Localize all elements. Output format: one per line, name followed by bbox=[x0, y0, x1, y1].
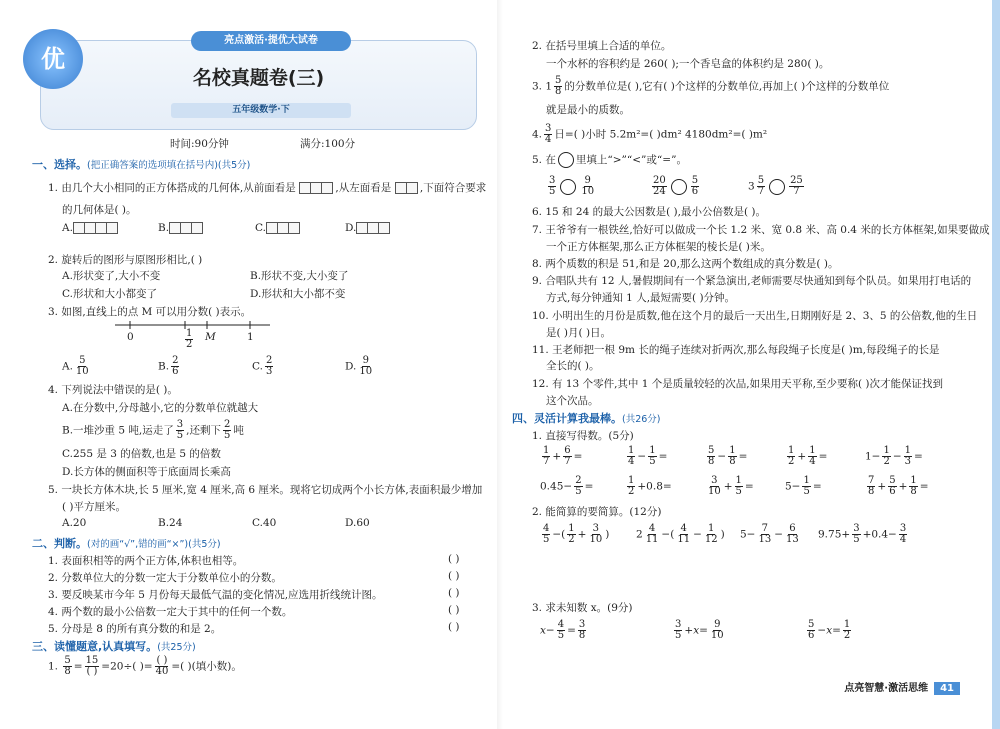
footer-brand: 点亮智慧·激活思维 bbox=[844, 683, 929, 694]
r-q3-den: 8 bbox=[555, 86, 562, 97]
c1-a-den: 5 bbox=[549, 186, 556, 197]
tick-1: 1 bbox=[247, 331, 254, 343]
c1-b-den: 10 bbox=[581, 186, 595, 197]
fill-q1-f2-den: ( ) bbox=[86, 666, 98, 677]
section-4-heading bbox=[512, 410, 661, 426]
q2-text: 2. 旋转后的图形与原图形相比,( ) bbox=[48, 254, 203, 266]
calc-1-title: 1. 直接写得数。(5分) bbox=[532, 430, 634, 442]
tick-0: 0 bbox=[127, 331, 134, 343]
calc-row1-e: 1− $\frac{1}{2}$ − $\frac{1}{3}$ = bbox=[865, 445, 923, 467]
fill-q1-f3-num: ( ) bbox=[156, 655, 168, 666]
q4b-f1-num: 3 bbox=[176, 419, 184, 430]
q1-opt-b bbox=[158, 222, 202, 234]
judge-4: 4. 两个数的最小公倍数一定大于其中的任何一个数。 bbox=[48, 606, 293, 618]
calc-row2-a: 0.45− $\frac{2}{5}$ = bbox=[540, 475, 594, 497]
r-q12-line1: 12. 有 13 个零件,其中 1 个是质量较轻的次品,如果用天平称,至少要称( )次才能保证找到 bbox=[532, 378, 943, 390]
fill-q1-end: (填小数)。 bbox=[191, 660, 242, 673]
simplify-b: 2 $\frac{4}{11}$ −( $\frac{4}{11}$ − $\frac{1}{12}$ ) bbox=[636, 523, 725, 545]
q3-opt-a bbox=[62, 356, 92, 377]
c2-a-num: 20 bbox=[653, 175, 666, 186]
full-score: 满分:100分 bbox=[300, 138, 356, 150]
r-q4-text: 日=( )小时 5.2m²=( )dm² 4180dm²=( )m² bbox=[554, 128, 768, 141]
q3d-den: 10 bbox=[359, 366, 373, 377]
r-q7-line1: 7. 王爷爷有一根铁丝,恰好可以做成一个长 1.2 米、宽 0.8 米、高 0.4 米的长方体框架,如果要做成 bbox=[532, 224, 990, 236]
q2-opt-a: A.形状变了,大小不变 bbox=[62, 270, 161, 282]
q3a-den: 10 bbox=[75, 366, 89, 377]
compare-1-circle[interactable] bbox=[560, 179, 576, 195]
c3-b-den: 7 bbox=[793, 186, 800, 197]
equation-b: $\frac{3}{5}$ +x= $\frac{9}{10}$ bbox=[675, 619, 724, 641]
fill-q1-mid: =20÷( )= bbox=[101, 660, 153, 673]
judge-5-answer[interactable]: ( ) bbox=[448, 621, 460, 633]
tick-half bbox=[183, 329, 195, 350]
q1-text-b: ,从左面看是 bbox=[335, 182, 392, 194]
r-q3-whole: 3. 1 bbox=[532, 80, 553, 93]
q4b-f1-den: 5 bbox=[176, 430, 184, 441]
page-title: 名校真题卷(三) bbox=[192, 67, 325, 89]
q1-opt-c bbox=[255, 222, 299, 234]
c2-b-num: 5 bbox=[691, 175, 699, 186]
compare-1 bbox=[546, 176, 597, 197]
calc-row1-b: $\frac{1}{4}$ − $\frac{1}{5}$ = bbox=[628, 445, 668, 467]
front-view-icon bbox=[299, 182, 332, 194]
q4b-f2-den: 5 bbox=[223, 430, 231, 441]
calc-row2-b: $\frac{1}{2}$ +0.8= bbox=[628, 475, 672, 497]
section-3-title: 三、读懂题意,认真填写。 bbox=[32, 640, 158, 653]
q3-opt-c bbox=[252, 356, 275, 377]
r-q4-fnum: 3 bbox=[545, 123, 552, 134]
page-number: 41 bbox=[934, 682, 960, 695]
c3-b-num: 25 bbox=[790, 175, 803, 186]
header-banner bbox=[40, 35, 477, 130]
r-q3-line1 bbox=[532, 76, 889, 97]
section-2-heading bbox=[32, 535, 221, 551]
q3c-den: 3 bbox=[266, 366, 273, 377]
r-q7-line2: 一个正方体框架,那么正方体框架的棱长是( )米。 bbox=[546, 241, 771, 253]
judge-4-answer[interactable]: ( ) bbox=[448, 604, 460, 616]
c2-b-den: 6 bbox=[691, 186, 699, 197]
q5-opt-d: D.60 bbox=[345, 517, 370, 529]
calc-3-title: 3. 求未知数 x。(9分) bbox=[532, 602, 633, 614]
calc-row2-c: $\frac{3}{10}$ + $\frac{1}{5}$ = bbox=[708, 475, 754, 497]
calc-row1-c: $\frac{5}{8}$ − $\frac{1}{8}$ = bbox=[708, 445, 748, 467]
q3d-num: 9 bbox=[362, 355, 369, 366]
q3-opt-d-label: D. bbox=[345, 360, 357, 373]
section-3-heading bbox=[32, 638, 196, 654]
grade-label: 五年级数学·下 bbox=[171, 103, 351, 118]
tick-half-num: 1 bbox=[186, 328, 193, 339]
judge-3: 3. 要反映某市今年 5 月份每天最低气温的变化情况,应选用折线统计图。 bbox=[48, 589, 383, 601]
q5-line2: ( )平方厘米。 bbox=[62, 501, 127, 513]
c3-a-den: 7 bbox=[757, 186, 765, 197]
q1-text-a: 1. 由几个大小相同的正方体搭成的几何体,从前面看是 bbox=[48, 182, 296, 194]
q4-opt-a: A.在分数中,分母越小,它的分数单位就越大 bbox=[62, 402, 259, 414]
q4-opt-b bbox=[62, 420, 244, 441]
r-q10-line1: 10. 小明出生的月份是质数,他在这个月的最后一天出生,日期刚好是 2、3、5 的公倍数,他的生日 bbox=[532, 310, 978, 322]
r-q12-line2: 这个次品。 bbox=[546, 395, 599, 407]
q5-opt-b: B.24 bbox=[158, 517, 183, 529]
q3a-num: 5 bbox=[79, 355, 86, 366]
r-q6: 6. 15 和 24 的最大公因数是( ),最小公倍数是( )。 bbox=[532, 206, 766, 218]
tick-half-den: 2 bbox=[186, 339, 193, 350]
q4b-text2: ,还剩下 bbox=[186, 424, 221, 437]
r-q4 bbox=[532, 124, 767, 145]
series-tab: 亮点激活·提优大试卷 bbox=[191, 31, 351, 51]
page-fold bbox=[497, 0, 503, 729]
r-q8: 8. 两个质数的积是 51,和是 20,那么这两个数组成的真分数是( )。 bbox=[532, 258, 839, 270]
equation-a: x− $\frac{4}{5}$ = $\frac{3}{8}$ bbox=[540, 619, 586, 641]
r-q5 bbox=[532, 152, 687, 168]
q3b-den: 6 bbox=[172, 366, 179, 377]
q5-line1: 5. 一块长方体木块,长 5 厘米,宽 4 厘米,高 6 厘米。现将它切成两个小长方体,表面积最少增加 bbox=[48, 484, 483, 496]
judge-3-answer[interactable]: ( ) bbox=[448, 587, 460, 599]
calc-2-title: 2. 能简算的要简算。(12分) bbox=[532, 506, 662, 518]
q4b-f2-num: 2 bbox=[223, 419, 231, 430]
fill-q1-f1-num: 5 bbox=[64, 655, 71, 666]
fill-q1-f3-den: 40 bbox=[155, 666, 169, 677]
section-1-note: (把正确答案的选项填在括号内)(共5分) bbox=[87, 160, 251, 171]
q5-opt-a: A.20 bbox=[62, 517, 87, 529]
judge-2-answer[interactable]: ( ) bbox=[448, 570, 460, 582]
fill-q1: 1. $\frac{5}{8}$ = $\frac{15}{( )}$ =20÷( )= $\frac{( )}{40}$ =( )(填小数)。 bbox=[48, 655, 242, 677]
q3c-num: 2 bbox=[266, 355, 273, 366]
fill-q1-f1-den: 8 bbox=[64, 666, 71, 677]
judge-1: 1. 表面积相等的两个正方体,体积也相等。 bbox=[48, 555, 244, 567]
section-1-heading bbox=[32, 156, 250, 172]
judge-5: 5. 分母是 8 的所有真分数的和是 2。 bbox=[48, 623, 222, 635]
r-q5-text2: 里填上“>”“<”或“=”。 bbox=[575, 154, 687, 166]
compare-3-circle[interactable] bbox=[769, 179, 785, 195]
excellence-badge-icon: 优 bbox=[23, 29, 83, 89]
q2-opt-d: D.形状和大小都不变 bbox=[250, 288, 346, 300]
section-4-title: 四、灵活计算我最棒。 bbox=[512, 412, 622, 425]
fill-q1-num: 1. bbox=[48, 660, 59, 673]
judge-1-answer[interactable]: ( ) bbox=[448, 553, 460, 565]
c3-whole: 3 bbox=[748, 180, 755, 193]
q1-opt-b-label: B. bbox=[158, 222, 170, 234]
c1-a-num: 3 bbox=[549, 175, 556, 186]
time-limit: 时间:90分钟 bbox=[170, 138, 229, 150]
r-q10-line2: 是( )月( )日。 bbox=[546, 327, 612, 339]
q1-line1 bbox=[48, 180, 486, 195]
q1-opt-d bbox=[345, 222, 389, 234]
r-q3-num: 5 bbox=[555, 75, 562, 86]
r-q4-fden: 4 bbox=[545, 134, 552, 145]
q3b-num: 2 bbox=[172, 355, 179, 366]
q5-opt-c: C.40 bbox=[252, 517, 277, 529]
page-footer bbox=[844, 679, 960, 695]
simplify-d: 9.75+ $\frac{3}{5}$ +0.4− $\frac{3}{4}$ bbox=[818, 523, 907, 545]
fill-q1-f2-num: 15 bbox=[85, 655, 99, 666]
r-q9-line1: 9. 合唱队共有 12 人,暑假期间有一个紧急演出,老师需要尽快通知到每个队员。如果用打电话的 bbox=[532, 275, 972, 287]
q1-opt-a bbox=[62, 222, 117, 234]
section-2-title: 二、判断。 bbox=[32, 537, 87, 550]
r-q9-line2: 方式,每分钟通知 1 人,最短需要( )分钟。 bbox=[546, 292, 736, 304]
q3-opt-d bbox=[345, 356, 375, 377]
q3-text: 3. 如图,直线上的点 M 可以用分数( )表示。 bbox=[48, 306, 252, 318]
calc-row2-e: $\frac{7}{8}$ + $\frac{5}{6}$ + $\frac{1}{8}$ = bbox=[868, 475, 929, 497]
simplify-c: 5− $\frac{7}{13}$ − $\frac{6}{13}$ bbox=[740, 523, 799, 545]
q3-opt-c-label: C. bbox=[252, 360, 263, 373]
compare-3 bbox=[748, 176, 806, 197]
r-q3-line2: 就是最小的质数。 bbox=[546, 104, 630, 116]
q4b-text3: 吨 bbox=[233, 424, 244, 437]
r-q3-text: 的分数单位是( ),它有( )个这样的分数单位,再加上( )个这样的分数单位 bbox=[564, 80, 890, 93]
r-q5-text: 5. 在 bbox=[532, 154, 556, 166]
edge-stripe bbox=[992, 0, 1000, 729]
circle-icon bbox=[558, 152, 574, 168]
q4b-text1: B.一堆沙重 5 吨,运走了 bbox=[62, 424, 174, 437]
calc-row2-d: 5− $\frac{1}{5}$ = bbox=[785, 475, 822, 497]
compare-2 bbox=[650, 176, 701, 197]
r-q2-body: 一个水杯的容积约是 260( );一个香皂盒的体积约是 280( )。 bbox=[546, 58, 830, 70]
section-1-title: 一、选择。 bbox=[32, 158, 87, 171]
q1-opt-a-label: A. bbox=[62, 222, 73, 234]
r-q11-line2: 全长的( )。 bbox=[546, 360, 600, 372]
q4-opt-d: D.长方体的侧面积等于底面周长乘高 bbox=[62, 466, 231, 478]
c2-a-den: 24 bbox=[653, 186, 666, 197]
section-3-note: (共25分) bbox=[157, 642, 196, 653]
calc-row1-d: $\frac{1}{2}$ + $\frac{1}{4}$ = bbox=[788, 445, 828, 467]
q3-opt-b-label: B. bbox=[158, 360, 170, 373]
c1-b-num: 9 bbox=[584, 175, 591, 186]
q3-opt-a-label: A. bbox=[62, 360, 73, 373]
q2-opt-c: C.形状和大小都变了 bbox=[62, 288, 157, 300]
c3-a-num: 5 bbox=[757, 175, 765, 186]
compare-2-circle[interactable] bbox=[671, 179, 687, 195]
left-view-icon bbox=[395, 182, 417, 194]
section-2-note: (对的画“√”,错的画“×”)(共5分) bbox=[87, 539, 221, 550]
tick-m: M bbox=[205, 331, 216, 343]
r-q4-num: 4. bbox=[532, 128, 543, 141]
q1-text-c: ,下面符合要求 bbox=[419, 182, 487, 194]
q4-text: 4. 下列说法中错误的是( )。 bbox=[48, 384, 178, 396]
judge-2: 2. 分数单位大的分数一定大于分数单位小的分数。 bbox=[48, 572, 282, 584]
equation-c: $\frac{5}{6}$ −x= $\frac{1}{2}$ bbox=[808, 619, 851, 641]
q1-opt-c-label: C. bbox=[255, 222, 266, 234]
q1-line2: 的几何体是( )。 bbox=[62, 204, 137, 216]
q3-opt-b bbox=[158, 356, 181, 377]
simplify-a: $\frac{4}{5}$ −( $\frac{1}{2}$ + $\frac{3}{10}$ ) bbox=[543, 523, 610, 545]
q4-opt-c: C.255 是 3 的倍数,也是 5 的倍数 bbox=[62, 448, 221, 460]
r-q2-title: 2. 在括号里填上合适的单位。 bbox=[532, 40, 672, 52]
r-q11-line1: 11. 王老师把一根 9m 长的绳子连续对折两次,那么每段绳子长度是( )m,每段绳子的长是 bbox=[532, 344, 940, 356]
q2-opt-b: B.形状不变,大小变了 bbox=[250, 270, 349, 282]
section-4-note: (共26分) bbox=[622, 414, 661, 425]
calc-row1-a: $\frac{1}{7}$ + $\frac{6}{7}$ = bbox=[543, 445, 583, 467]
q1-opt-d-label: D. bbox=[345, 222, 357, 234]
